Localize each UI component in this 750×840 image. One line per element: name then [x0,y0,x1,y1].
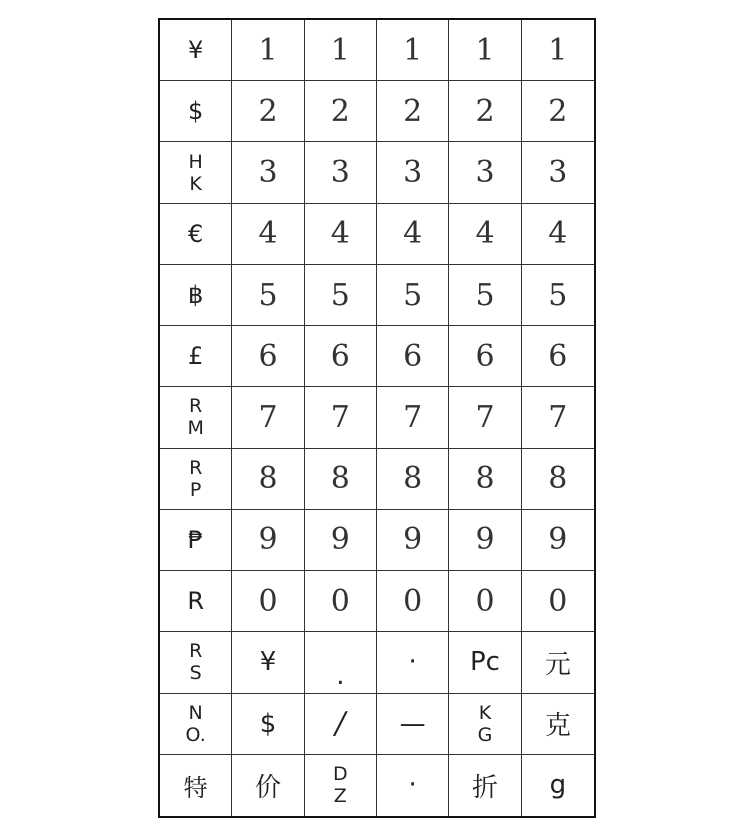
cell-text: Pc [470,647,500,678]
cell-text: 5 [258,277,278,313]
table-cell [377,81,449,142]
table-cell [522,632,594,693]
cell-text: 3 [403,155,423,191]
symbol-label: R M [187,395,204,440]
cell-text: 9 [548,522,568,558]
symbol-label: R P [189,456,203,501]
cell-text: 1 [258,32,278,68]
cell-text: 5 [548,277,568,313]
row-symbol-cell [160,204,232,265]
cell-text: 8 [258,461,278,497]
table-cell [305,449,377,510]
cell-text: 价 [254,772,281,803]
cell-text: 2 [330,93,350,129]
table-cell [232,204,304,265]
cell-text: 2 [475,93,495,129]
cell-text: 0 [403,583,423,619]
table-cell [449,755,521,816]
table-cell [522,81,594,142]
symbol-label: H K [188,150,203,195]
table-cell [449,20,521,81]
table-cell [522,387,594,448]
cell-text: 9 [403,522,423,558]
table-cell [449,265,521,326]
row-symbol-cell [160,81,232,142]
cell-text: D Z [333,763,348,808]
table-cell [377,204,449,265]
cell-text: 1 [475,32,495,68]
cell-text: 7 [403,399,423,435]
cell-text: 4 [403,216,423,252]
cell-text: $ [259,708,277,739]
table-cell [305,265,377,326]
table-cell [305,204,377,265]
cell-text: 0 [330,583,350,619]
cell-text: 克 [544,711,571,742]
table-cell [305,20,377,81]
cell-text: K G [477,701,493,746]
cell-text: 0 [475,583,495,619]
symbol-label: ¥ [188,36,204,65]
cell-text: 3 [548,155,568,191]
table-cell [522,510,594,571]
cell-text: · [408,647,417,678]
cell-text: 9 [258,522,278,558]
table-cell [232,142,304,203]
cell-text: 9 [330,522,350,558]
cell-text: 4 [330,216,350,252]
table-cell [377,694,449,755]
symbol-label: 特 [183,773,208,802]
table-cell [522,449,594,510]
table-cell [377,142,449,203]
cell-text: 0 [548,583,568,619]
table-cell [232,755,304,816]
table-cell [305,632,377,693]
table-cell [449,510,521,571]
cell-text: 0 [258,583,278,619]
table-cell [232,571,304,632]
table-cell [305,694,377,755]
cell-text: 7 [330,399,350,435]
table-cell [305,81,377,142]
table-cell [232,510,304,571]
table-cell [522,142,594,203]
cell-text: · [408,770,417,801]
cell-text: 3 [475,155,495,191]
cell-text: 5 [403,277,423,313]
cell-text: . [336,660,345,691]
table-cell [232,694,304,755]
cell-text: 6 [403,338,423,374]
table-cell [232,449,304,510]
cell-text: 1 [403,32,423,68]
table-cell [522,20,594,81]
symbol-label: € [188,219,204,248]
cell-text: 2 [403,93,423,129]
row-symbol-cell [160,326,232,387]
table-cell [377,510,449,571]
cell-text: 6 [330,338,350,374]
cell-text: 8 [403,461,423,497]
table-cell [232,81,304,142]
cell-text: 9 [475,522,495,558]
table-cell [449,81,521,142]
cell-text: 7 [258,399,278,435]
table-cell [522,694,594,755]
cell-text: 6 [548,338,568,374]
table-cell [377,449,449,510]
cell-text: 7 [548,399,568,435]
table-cell [377,387,449,448]
cell-text: 1 [330,32,350,68]
table-cell [305,326,377,387]
row-symbol-cell [160,755,232,816]
table-cell [377,326,449,387]
cell-text: 折 [471,772,498,803]
cell-text: 6 [475,338,495,374]
cell-text: / [335,706,346,742]
symbol-label: R S [189,640,203,685]
cell-text: 8 [330,461,350,497]
table-cell [449,571,521,632]
table-cell [449,632,521,693]
table-cell [522,204,594,265]
table-cell [377,571,449,632]
table-cell [522,265,594,326]
symbol-label: N O. [185,701,206,746]
cell-text: 8 [548,461,568,497]
table-cell [377,632,449,693]
table-cell [305,571,377,632]
table-cell [449,204,521,265]
cell-text: 5 [330,277,350,313]
table-cell [522,326,594,387]
cell-text: 3 [330,155,350,191]
table-cell [305,387,377,448]
table-cell [449,387,521,448]
stamp-character-table [158,18,596,818]
cell-text: 7 [475,399,495,435]
table-cell [449,142,521,203]
table-cell [449,694,521,755]
cell-text: — [399,708,426,739]
cell-text: g [549,770,567,801]
cell-text: 1 [548,32,568,68]
row-symbol-cell [160,632,232,693]
table-cell [232,326,304,387]
table-cell [522,571,594,632]
table-cell [232,20,304,81]
cell-text: 3 [258,155,278,191]
row-symbol-cell [160,449,232,510]
table-cell [305,142,377,203]
row-symbol-cell [160,387,232,448]
cell-text: 元 [544,649,571,680]
table-cell [377,265,449,326]
symbol-label: ₱ [188,525,204,554]
symbol-label: ฿ [188,281,204,310]
row-symbol-cell [160,571,232,632]
cell-text: 2 [258,93,278,129]
row-symbol-cell [160,694,232,755]
cell-text: 4 [258,216,278,252]
row-symbol-cell [160,265,232,326]
table-cell [377,755,449,816]
symbol-label: £ [188,342,204,371]
cell-text: 8 [475,461,495,497]
cell-text: 6 [258,338,278,374]
row-symbol-cell [160,510,232,571]
table-cell [232,632,304,693]
cell-text: 5 [475,277,495,313]
row-symbol-cell [160,142,232,203]
cell-text: 4 [475,216,495,252]
cell-text: 2 [548,93,568,129]
cell-text: 4 [548,216,568,252]
table-cell [305,510,377,571]
cell-text: ¥ [259,647,277,678]
row-symbol-cell [160,20,232,81]
symbol-label: R [187,587,204,616]
table-cell [377,20,449,81]
table-cell [232,387,304,448]
table-cell [449,326,521,387]
table-cell [232,265,304,326]
table-cell [305,755,377,816]
table-cell [449,449,521,510]
table-cell [522,755,594,816]
symbol-label: $ [188,97,204,126]
